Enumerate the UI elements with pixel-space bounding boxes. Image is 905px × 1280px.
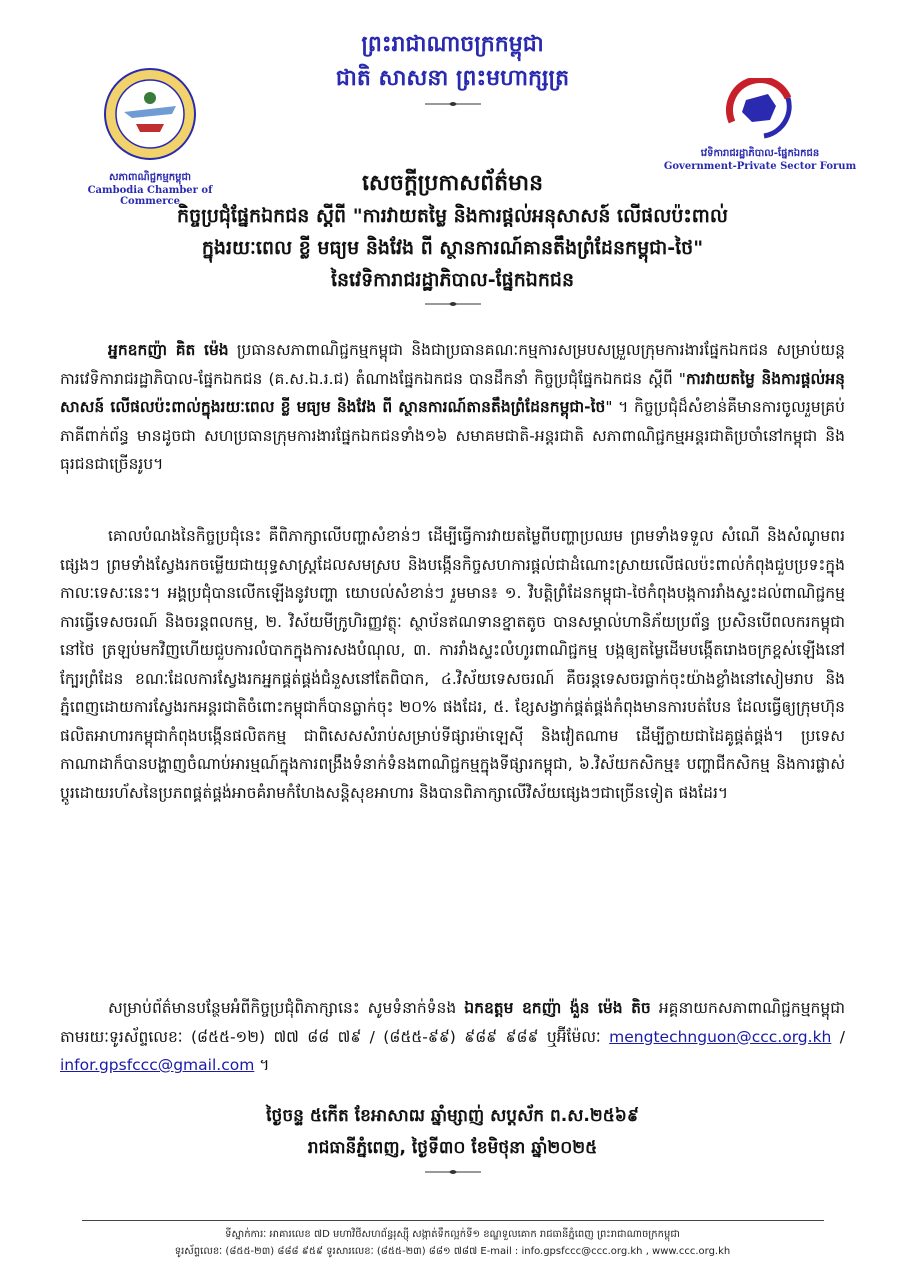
solar-date: រាជធានីភ្នំពេញ, ថ្ងៃទី៣០ ខែមិថុនា ឆ្នាំ២០២៥ xyxy=(307,1138,598,1158)
footer-address: ទីស្នាក់ការៈ អាគារលេខ ៧D មហាវិថីសហព័ន្ធរុស្ស៊ី សង្កាត់ទឹកល្អក់ទី១ ខណ្ឌទួលគោក រាជធានីភ្នំពេញ ព្រះរាជាណាចក្រកម្ពុជា xyxy=(225,1229,680,1240)
p1-text-1: ប្រធានសភាពាណិជ្ជកម្មកម្ពុជា និងជាប្រធានគណៈកម្មការសម្របសម្រួលក្រុមការងារផ្នែកឯកជន សម្រាប់យន្តការវេទិការាជរដ្ឋាភិបាល-ផ្នែកឯកជន (គ.ស.ឯ.រ.ជ) តំណាងផ្នែកឯកជន បានដឹកនាំ កិច្ចប្រជុំផ្នែកឯកជន ស្តីពី " xyxy=(60,341,845,388)
national-motto: ជាតិ សាសនា ព្រះមហាក្សត្រ xyxy=(335,66,570,91)
email-link-1[interactable]: mengtechnguon@ccc.org.kh xyxy=(609,1027,832,1046)
date-block xyxy=(0,1100,905,1176)
ornament-divider-icon xyxy=(423,1168,483,1176)
p3-text-2: អគ្គនាយកសភាពាណិជ្ជកម្មកម្ពុជា តាមរយៈទូរស័ព្ទលេខៈ (៨៥៥-១២) ៧៧ ៨៨ ៧៩ / (៨៥៥-៩៩) ៩៨៩ ៩៨៩ ឬអ៊ីម៉ែលៈ xyxy=(60,999,845,1046)
paragraph-2: គោលបំណងនៃកិច្ចប្រជុំនេះ គឺពិភាក្សាលើបញ្ហាសំខាន់ៗ ដើម្បីធ្វើការវាយតម្លៃពីបញ្ហាប្រឈម ព្រមទាំងទទួល សំណើ និងសំណូមពរផ្សេងៗ ព្រមទាំងស្វែងរកចម្លើយជាយុទ្ធសាស្ត្រដែលសមស្រប និងបង្កើនកិច្ចសហការផ្តល់ជាដំណោះស្រាយលើផលប៉ះពាល់កំពុងជួបប្រទះក្នុងកាលៈទេសៈនេះ។ អង្គប្រជុំបានលើកឡើងនូវបញ្ហា យោបល់សំខាន់ៗ រួមមាន៖ ១. វិបត្តិព្រំដែនកម្ពុជា-ថៃកំពុងបង្កការរាំងស្ទះដល់ពាណិជ្ជកម្ម ការធ្វើទេសចរណ៍ និងចរន្តពលកម្ម, ២. វិស័យមីក្រូហិរញ្ញវត្ថុៈ ស្ថាប័នឥណទានខ្នាតតូច បានសម្គាល់ហានិភ័យប្រព័ន្ធ ប្រសិនបើពលករកម្ពុជានៅថៃ ត្រឡប់មកវិញហើយជួបការលំបាកក្នុងការសងបំណុល, ៣. ការរាំងស្ទះលំហូរពាណិជ្ជកម្ម បង្កឲ្យតម្លៃដើមបង្កើតរោងចក្រខ្ពស់ឡើងនៅក្បែរព្រំដែន ខណៈដែលការស្វែងរកអ្នកផ្គត់ផ្គង់ជំនួសនៅតែពិបាក, ៤.វិស័យទេសចរណ៍ គឺចរន្តទេសចរធ្លាក់ចុះយ៉ាងខ្លាំងនៅសៀមរាប និងភ្នំពេញដោយការស្វែងរកអន្តរជាតិចំពោះកម្ពុជាក៏បានធ្លាក់ចុះ ២០% ផងដែរ, ៥. ខ្សែសង្វាក់ផ្គត់ផ្គង់កំពុងមានការបត់បែន ដែលធ្វើឲ្យក្រុមហ៊ុនផលិតអាហារកម្ពុជាកំពុងបង្កើនផលិតកម្ម ជាពិសេសសំរាប់សម្រាប់ទីផ្សារម៉ាឡេស៊ី និងវៀតណាម ដើម្បីក្លាយជាដៃគូផ្គត់ផ្គង់។ ប្រទេសកាណាដាក៏បានបង្ហាញចំណាប់អារម្មណ៍ក្នុងការពង្រឹងទំនាក់ទំនងពាណិជ្ជកម្មក្នុងទីផ្សារកម្ពុជា, ៦.វិស័យកសិកម្ម៖ បញ្ហាជីកសិកម្ម និងការផ្លាស់ប្តូរដោយរហ័សនៃប្រភពផ្គត់ផ្គង់អាចគំរាមកំហែងសន្តិសុខអាហារ និងបានពិភាក្សាលើវិស័យផ្សេងៗជាច្រើនទៀត ផងដែរ។ xyxy=(60,527,845,802)
contact-name: ឯកឧត្តម ឧកញ៉ា ង៉ួន ម៉េង តិច xyxy=(464,999,651,1017)
lunar-date: ថ្ងៃចន្ទ ៥កើត ខែអាសាឍ ឆ្នាំម្សាញ់ សប្តស័ក ព.ស.២៥៦៩ xyxy=(266,1106,639,1126)
press-release-title xyxy=(0,168,905,308)
paragraph-1 xyxy=(60,336,845,479)
footer-divider xyxy=(82,1220,824,1221)
ornament-divider-icon xyxy=(423,300,483,308)
footer-contact: ទូរស័ព្ទលេខៈ (៨៥៥-២៣) ៨៨៨ ៩៥៩ ទូរសារលេខៈ (៨៥៥-២៣) ៨៨១ ៧៨៧ E-mail : info.gpsfccc@ccc.org.kh , www.ccc.org.kh xyxy=(174,1246,731,1257)
title-line-3: ក្នុងរយៈពេល ខ្លី មធ្យម និងវែង ពី ស្ថានការណ៍គានតឹងព្រំដែនកម្ពុជា-ថៃ" xyxy=(201,237,704,259)
meeting-topic: ការវាយតម្លៃ និងការផ្តល់អនុសាសន៍ លើផលប៉ះពាល់ក្នុងរយៈពេល ខ្លី មធ្យម និងវែង ពី ស្ថានការណ៍តានតឹងព្រំដែនកម្ពុជា-ថៃ xyxy=(60,369,845,416)
ccc-name-kh: សភាពាណិជ្ជកម្មកម្ពុជា xyxy=(108,172,192,183)
email-separator: / xyxy=(831,1027,845,1046)
gpsf-name-en: Government-Private Sector Forum xyxy=(663,161,857,172)
kingdom-name: ព្រះរាជាណាចក្រកម្ពុជា xyxy=(361,32,544,57)
title-line-4: នៃវេទិការាជរដ្ឋាភិបាល-ផ្នែកឯកជន xyxy=(330,269,575,291)
ornament-divider-icon xyxy=(423,100,483,108)
gpsf-name-kh: វេទិការាជរដ្ឋាភិបាល-ផ្នែកឯកជន xyxy=(700,148,820,159)
email-link-2[interactable]: infor.gpsfccc@gmail.com xyxy=(60,1056,255,1074)
ccc-emblem-icon xyxy=(102,66,198,162)
speaker-name: អ្នកឧកញ៉ា គិត ម៉េង xyxy=(108,341,229,359)
ccc-name-en: Cambodia Chamber of Commerce xyxy=(87,185,213,207)
gpsf-logo xyxy=(660,78,860,172)
footer xyxy=(0,1226,905,1260)
p1-text-2: " ។ កិច្ចប្រជុំដ៏សំខាន់គឺមានការចូលរួមគ្រប់ភាគីពាក់ព័ន្ធ មានដូចជា សហប្រធានក្រុមការងារផ្នែកឯកជនទាំង១៦ សមាគមជាតិ-អន្តរជាតិ សភាពាណិជ្ជកម្មអន្តរជាតិប្រចាំនៅកម្ពុជា និងធុរជនជាច្រើនរូប។ xyxy=(60,398,845,473)
p3-end: ។ xyxy=(254,1056,270,1074)
gpsf-emblem-icon xyxy=(724,78,796,140)
p3-text-1: សម្រាប់ព័ត៌មានបន្ថែមអំពីកិច្ចប្រជុំពិភាក្សានេះ សូមទំនាក់ទំនង xyxy=(108,999,465,1017)
paragraph-3 xyxy=(60,994,845,1080)
title-line-1: សេចក្តីប្រកាសព័ត៌មាន xyxy=(361,171,544,196)
title-line-2: កិច្ចប្រជុំផ្នែកឯកជន ស្តីពី "ការវាយតម្លៃ និងការផ្តល់អនុសាសន៍ លើផលប៉ះពាល់ xyxy=(177,205,728,227)
